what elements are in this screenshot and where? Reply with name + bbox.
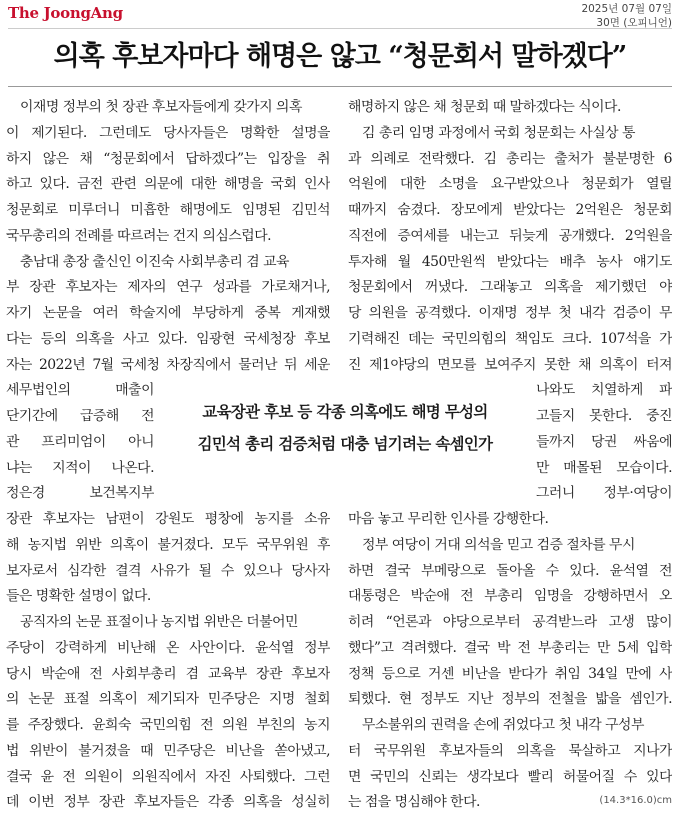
body-line: 정책 등으로 거센 비난을 받다가 취임 34일 만에 사 — [348, 665, 672, 682]
body-line: 그러니 정부·여당이 — [536, 485, 672, 502]
body-line: 자는 2022년 7월 국세청 차장직에서 물러난 뒤 세운 — [6, 356, 330, 373]
article-size-note: (14.3*16.0)cm — [599, 795, 672, 806]
body-line: 다는 등의 의혹을 사고 있다. 임광현 국세청장 후보 — [6, 330, 330, 347]
body-line: 면 국민의 신뢰는 생각보다 빨리 허물어질 수 있다 — [348, 768, 672, 785]
body-line: 김 총리 임명 과정에서 국회 청문회는 사실상 통 — [362, 124, 635, 141]
body-line: 투자해 월 450만원씩 받았다는 배추 농사 얘기도 — [348, 253, 672, 270]
body-line: 당시 박순애 전 사회부총리 겸 교육부 장관 후보자 — [6, 665, 330, 682]
page-section: 30면 (오피니언) — [596, 17, 672, 29]
body-line: 데 이번 정부 장관 후보자들은 각종 의혹을 성실히 — [6, 794, 330, 811]
body-line: 세무법인의 매출이 — [6, 382, 154, 399]
body-line: 당 의원을 공격했다. 이재명 정부 첫 내각 검증이 무 — [348, 305, 672, 321]
body-line: 했다”고 격려했다. 결국 박 전 부총리는 만 5세 입학 — [348, 639, 672, 656]
pull-quote-line: 교육장관 후보 등 각종 의혹에도 해명 무성의 — [202, 403, 488, 421]
body-line: 억원에 대한 소명을 요구받았으나 청문회가 열릴 — [348, 176, 672, 193]
body-line: 직전에 증여세를 내는고 뒤늦게 공개했다. 2억원을 — [348, 227, 672, 244]
body-line: 대통령은 박순애 전 부총리 임명을 강행하면서 오 — [348, 588, 672, 605]
body-line: 정은경 보건복지부 — [6, 485, 154, 502]
body-line: 청문회로 미루더니 미흡한 해명에도 임명된 김민석 — [6, 202, 330, 218]
top-divider — [8, 28, 672, 29]
body-line: 이재명 정부의 첫 장관 후보자들에게 갖가지 의혹 — [20, 99, 302, 115]
body-line: 들까지 당권 싸움에 — [536, 433, 672, 450]
body-line: 청문회에서 꺼냈다. 그래놓고 의혹을 제기했던 야 — [348, 279, 672, 296]
body-line: 만 매몰된 모습이다. — [536, 459, 672, 476]
pull-quote-line: 김민석 총리 검증처럼 대충 넘기려는 속셈인가 — [197, 435, 493, 453]
masthead-meta — [581, 2, 672, 30]
body-line: 충남대 총장 출신인 이진숙 사회부총리 겸 교육 — [20, 253, 289, 270]
body-line: 하고 있다. 금전 관련 의문에 대한 해명을 국회 인사 — [6, 176, 330, 193]
body-line: 는 점을 명심해야 한다. — [348, 794, 480, 811]
body-line: 하지 않은 채 “청문회에서 답하겠다”는 입장을 취 — [6, 150, 330, 167]
body-line: 히려 “언론과 야당으로부터 공격받느라 고생 많이 — [348, 614, 672, 630]
body-line: 주당이 강력하게 비난해 온 사안이다. 윤석열 정부 — [6, 639, 330, 656]
body-line: 장관 후보자는 남편이 강원도 평창에 농지를 소유 — [6, 511, 330, 527]
body-line: 들은 명확한 설명이 없다. — [6, 588, 151, 605]
body-line: 마음 놓고 무리한 인사를 강행한다. — [348, 511, 549, 527]
body-line: 하면 결국 부메랑으로 돌아올 수 있다. 윤석열 전 — [348, 562, 672, 579]
body-line: 정부 여당이 거대 의석을 믿고 검증 절차를 무시 — [362, 536, 635, 553]
masthead-logo: The JoongAng — [8, 4, 123, 22]
body-line: 부 장관 후보자는 제자의 연구 성과를 가로채거나, — [6, 279, 330, 296]
body-line: 결국 윤 전 의원이 의원직에서 자진 사퇴했다. 그런 — [6, 768, 330, 785]
pull-quote — [160, 396, 530, 466]
body-line: 때까지 숨겼다. 장모에게 받았다는 2억원은 청문회 — [348, 202, 672, 218]
body-line: 자기 논문을 여러 학술지에 부당하게 중복 게재했 — [6, 305, 330, 321]
headline-divider — [8, 86, 672, 87]
body-line: 과 의례로 전락했다. 김 총리는 출처가 불분명한 6 — [348, 150, 672, 167]
body-line: 해 농지법 위반 의혹이 불거졌다. 모두 국무위원 후 — [6, 536, 330, 553]
body-line: 공직자의 논문 표절이나 농지법 위반은 더불어민 — [20, 614, 298, 630]
body-line: 진 제1야당의 면모를 보여주지 못한 채 의혹이 터져 — [348, 356, 672, 373]
body-line: 퇴했다. 현 정부도 지난 정부의 전철을 밟을 셈인가. — [348, 691, 672, 708]
body-line: 법 위반이 불거졌을 때 민주당은 비난을 쏟아냈고, — [6, 742, 330, 759]
body-line: 고들지 못한다. 중진 — [536, 408, 672, 424]
body-line: 이 제기된다. 그런데도 당사자들은 명확한 설명을 — [6, 124, 330, 141]
headline: 의혹 후보자마다 해명은 않고 “청문회서 말하겠다” — [53, 41, 627, 72]
body-line: 기력해진 데는 국민의힘의 책임도 크다. 107석을 가 — [348, 330, 672, 347]
body-line: 국무총리의 전례를 따르려는 건지 의심스럽다. — [6, 227, 272, 244]
body-line: 터 국무위원 후보자들의 의혹을 묵살하고 지나가 — [348, 742, 672, 759]
body-line: 나와도 치열하게 파 — [536, 382, 672, 399]
body-line: 단기간에 급증해 전 — [6, 408, 154, 424]
body-line: 를 주장했다. 윤희숙 국민의힘 전 의원 부친의 농지 — [6, 717, 330, 733]
publication-date: 2025년 07월 07일 — [581, 3, 672, 15]
body-line: 관 프리미엄이 아니 — [6, 433, 154, 450]
body-line: 보자로서 심각한 결격 사유가 될 수 있으나 당사자 — [6, 562, 330, 579]
body-line: 해명하지 않은 채 청문회 때 말하겠다는 식이다. — [348, 99, 621, 115]
body-line: 냐는 지적이 나온다. — [6, 459, 154, 476]
body-line: 무소불위의 권력을 손에 쥐었다고 첫 내각 구성부 — [362, 717, 644, 733]
body-line: 의 논문 표절 의혹이 제기되자 민주당은 지명 철회 — [6, 691, 330, 708]
